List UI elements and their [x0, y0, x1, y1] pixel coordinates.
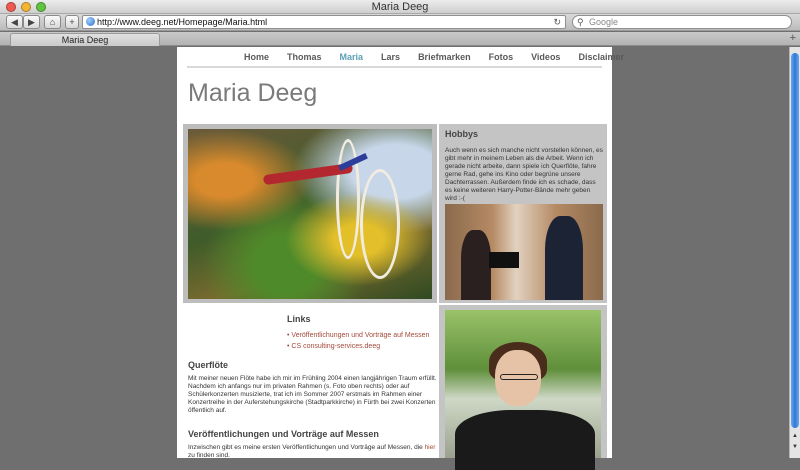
new-tab-icon[interactable]: +	[789, 32, 796, 44]
links-list	[287, 330, 429, 352]
rope-shape	[360, 169, 400, 279]
scroll-up-icon[interactable]: ▲	[792, 433, 798, 439]
music-photo	[445, 204, 603, 300]
search-icon: ⚲	[577, 17, 584, 27]
veroeffentlichungen-text-before: Inzwischen gibt es meine ersten Veröffentlichungen und Vorträge auf Messen, die	[188, 444, 423, 451]
home-button[interactable]	[44, 15, 61, 29]
music-stand-shape	[489, 252, 519, 268]
site-nav	[235, 52, 633, 62]
back-arrow-icon: ◀	[11, 17, 18, 27]
home-icon: ⌂	[49, 17, 56, 27]
scroll-down-icon[interactable]: ▼	[792, 444, 798, 450]
vertical-scrollbar[interactable]	[789, 47, 800, 458]
flute-player-shape	[461, 230, 491, 300]
browser-toolbar	[0, 14, 800, 31]
window-titlebar	[0, 0, 800, 14]
link-cs-consulting[interactable]: • CS consulting-services.deeg	[287, 341, 429, 352]
nav-home[interactable]: Home	[244, 52, 270, 62]
hier-link[interactable]: hier	[424, 444, 436, 451]
hobbys-heading: Hobbys	[445, 129, 479, 139]
page-title: Maria Deeg	[188, 79, 318, 107]
globe-icon	[86, 17, 95, 26]
querfloete-text: Mit meiner neuen Flöte habe ich mir im Frühling 2004 einen langjährigen Traum erfüllt. Nachdem ich anfangs nur im privaten Rahmen (s. Foto oben rechts) oder auf Schülerkonzerten musizierte, trat ich im Sommer 2007 erstmals im Rahmen einer Konzertreihe in der Auferstehungskirche (Stadtparkkirche) in Fürth bei zwei Konzerten öffentlich auf.	[188, 375, 437, 414]
forward-arrow-icon: ▶	[28, 17, 35, 27]
nav-lars[interactable]: Lars	[381, 52, 401, 62]
portrait-frame	[439, 305, 607, 458]
tab-maria-deeg[interactable]: Maria Deeg	[10, 33, 160, 46]
hobbys-panel	[439, 124, 607, 303]
reload-icon[interactable]: ↻	[553, 17, 561, 27]
links-heading: Links	[287, 314, 311, 324]
nav-divider	[187, 66, 602, 68]
scrollbar-thumb[interactable]	[791, 53, 799, 428]
tab-bar	[0, 32, 800, 46]
search-placeholder: Google	[589, 17, 619, 27]
add-bookmark-button[interactable]	[65, 15, 79, 29]
maria-portrait-photo	[445, 310, 601, 458]
web-page	[177, 47, 624, 459]
veroeffentlichungen-heading: Veröffentlichungen und Vorträge auf Messen	[188, 429, 379, 439]
back-button[interactable]	[6, 15, 23, 29]
portrait-body-shape	[455, 410, 595, 470]
address-text: http://www.deeg.net/Homepage/Maria.html	[97, 17, 268, 27]
nav-thomas[interactable]: Thomas	[287, 52, 322, 62]
hero-frame	[183, 124, 437, 303]
address-bar[interactable]	[82, 15, 566, 29]
window-title: Maria Deeg	[371, 1, 429, 13]
nav-maria[interactable]: Maria	[339, 52, 364, 62]
forward-button[interactable]	[23, 15, 40, 29]
search-input[interactable]	[572, 15, 792, 29]
nav-disclaimer[interactable]: Disclaimer	[578, 52, 624, 62]
veroeffentlichungen-text	[188, 444, 438, 460]
guitarist-shape	[545, 216, 583, 300]
hobbys-text: Auch wenn es sich manche nicht vorstellen können, es gibt mehr in meinem Leben als die Arbeit. Wenn ich gerade nicht arbeite, dann spiele ich Querflöte, fahre gerne Rad, gehe ins Kino oder begrüne unsere Dachterrassen. Außerdem finde ich es schade, dass es keine weiteren Harry-Potter-Bände mehr geben wird :-(	[445, 147, 603, 202]
nav-videos[interactable]: Videos	[531, 52, 561, 62]
bungee-jump-photo	[188, 129, 432, 299]
link-veroeffentlichungen[interactable]: • Veröffentlichungen und Vorträge auf Messen	[287, 330, 429, 341]
nav-briefmarken[interactable]: Briefmarken	[418, 52, 471, 62]
nav-fotos[interactable]: Fotos	[488, 52, 514, 62]
veroeffentlichungen-text-after: zu finden sind.	[188, 452, 230, 459]
querfloete-heading: Querflöte	[188, 360, 229, 370]
glasses-shape	[500, 374, 538, 380]
plus-icon: +	[69, 17, 75, 27]
